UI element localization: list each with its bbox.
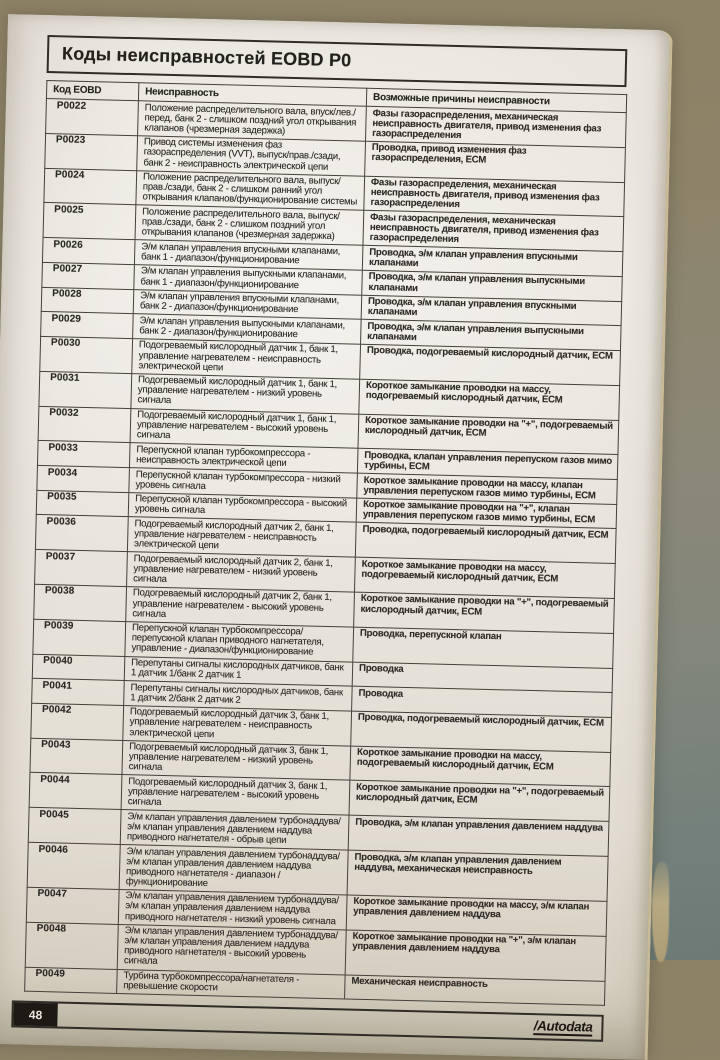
fault-description-cell: Э/м клапан управления впускными клапанами, банк 1 - диапазон/функционирование [134,240,363,270]
possible-causes-cell: Проводка, э/м клапан управления выпускными клапанами [362,270,623,301]
fault-description-cell: Перепускной клапан турбокомпрессора - неисправность электрической цепи [129,443,358,473]
fault-description-cell: Э/м клапан управления выпускными клапанами, банк 1 - диапазон/функционирование [134,265,363,295]
fault-code-cell: P0041 [32,678,125,705]
possible-causes-cell: Проводка, привод изменения фаз газораспределения, ECM [365,141,626,182]
possible-causes-cell: Короткое замыкание проводки на массу, э/м клапан управления давлением наддува [346,895,607,936]
footer-bar [11,1001,603,1042]
fault-code-cell: P0049 [25,967,118,994]
fault-description-cell: Положение распределительного вала, выпуск/прав./сзади, банк 2 - слишком поздний угол открывания клапанов (чрезмерная задержка) [135,205,364,245]
fault-code-cell: P0027 [42,262,135,289]
fault-table-body [25,99,627,1006]
possible-causes-cell: Проводка, подогреваемый кислородный датчик, ECM [360,344,621,385]
possible-causes-cell: Механическая неисправность [345,975,606,1006]
possible-causes-cell: Проводка [352,686,613,717]
torn-paper-edge [652,862,670,962]
fault-code-cell: P0046 [27,842,120,889]
page-title: Коды неисправностей EOBD P0 [47,35,628,87]
possible-causes-cell: Короткое замыкание проводки на массу, подогреваемый кислородный датчик, ECM [359,379,620,420]
fault-description-cell: Э/м клапан управления выпускными клапанами, банк 2 - диапазон/функционирование [133,314,362,344]
fault-code-cell: P0038 [34,584,127,621]
fault-description-cell: Э/м клапан управления давлением турбонаддува/э/м клапан управления давлением наддува приводного нагнетателя - диапазон / функционирование [119,844,348,894]
page-content [0,14,628,1042]
fault-description-cell: Подогреваемый кислородный датчик 2, банк 1, управление нагревателем - высокий уровень сигнала [126,587,355,627]
fault-description-cell: Подогреваемый кислородный датчик 3, банк 1, управление нагревателем - неисправность электрической цепи [123,705,352,745]
possible-causes-cell: Короткое замыкание проводки на массу, подогреваемый кислородный датчик, ECM [350,746,611,787]
fault-description-cell: Положение распределительного вала, впуск/лев./перед, банк 2 - слишком поздний угол открывания клапанов (чрезмерная задержка) [138,101,367,141]
fault-code-cell: P0023 [45,133,138,170]
fault-code-cell: P0031 [39,371,132,408]
fault-description-cell: Э/м клапан управления давлением турбонаддува/ э/м клапан управления давлением наддува приводного нагнетателя - высокий уровень сигнала [117,924,346,974]
fault-description-cell: Подогреваемый кислородный датчик 3, банк 1, управление нагревателем - низкий уровень сигнала [122,740,351,780]
possible-causes-cell: Проводка, подогреваемый кислородный датчик, ECM [351,711,612,752]
possible-causes-cell: Проводка, перепускной клапан [353,627,614,668]
fault-description-cell: Перепутаны сигналы кислородных датчиков, банк 1 датчик 1/банк 2 датчик 1 [124,656,353,686]
possible-causes-cell: Короткое замыкание проводки на "+", э/м клапан управления давлением наддува [345,930,606,981]
column-header-fault: Неисправность [138,83,366,107]
fault-code-cell: P0032 [38,406,131,443]
fault-description-cell: Подогреваемый кислородный датчик 1, банк 1, управление нагревателем - неисправность электрической цепи [132,339,361,379]
fault-code-cell: P0037 [35,549,128,586]
possible-causes-cell: Проводка, э/м клапан управления выпускными клапанами [361,320,622,351]
fault-code-cell: P0044 [29,773,122,810]
fault-code-cell: P0030 [40,336,133,373]
fault-description-cell: Подогреваемый кислородный датчик 2, банк 1, управление нагревателем - неисправность электрической цепи [127,517,356,557]
fault-description-cell: Подогреваемый кислородный датчик 1, банк 1, управление нагревателем - низкий уровень сигнала [131,373,360,413]
fault-description-cell: Э/м клапан управления впускными клапанами, банк 2 - диапазон/функционирование [133,289,362,319]
possible-causes-cell: Проводка, э/м клапан управления давлением наддува [348,815,609,856]
fault-code-cell: P0024 [44,168,137,205]
fault-code-cell: P0025 [43,203,136,240]
possible-causes-cell: Короткое замыкание проводки на "+", подогреваемый кислородный датчик, ECM [354,592,615,633]
possible-causes-cell: Фазы газораспределения, механическая неисправность двигателя, привод изменения фаз газораспределения [366,106,627,147]
fault-description-cell: Турбина турбокомпрессора/нагнетателя - превышение скорости [117,969,346,999]
fault-description-cell: Перепускной клапан турбокомпрессора - высокий уровень сигнала [128,492,357,522]
fault-code-cell: P0035 [36,490,129,517]
fault-code-cell: P0042 [31,703,124,740]
fault-code-table [24,80,627,1006]
fault-code-cell: P0028 [41,287,134,314]
possible-causes-cell: Проводка, э/м клапан управления давлением наддува, механическая неисправность [347,850,608,901]
fault-code-cell: P0043 [30,738,123,775]
manual-page [0,14,673,1060]
possible-causes-cell: Короткое замыкание проводки на массу, подогреваемый кислородный датчик, ECM [354,557,615,598]
fault-code-cell: P0022 [46,99,139,136]
fault-description-cell: Подогреваемый кислородный датчик 3, банк 1, управление нагревателем - высокий уровень сигнала [121,775,350,815]
possible-causes-cell: Короткое замыкание проводки на "+", подогреваемый кислородный датчик, ECM [358,414,619,455]
fault-description-cell: Перепускной клапан турбокомпрессора - низкий уровень сигнала [129,468,358,498]
fault-code-cell: P0039 [33,619,126,656]
fault-description-cell: Подогреваемый кислородный датчик 2, банк 1, управление нагревателем - низкий уровень сигнала [127,552,356,592]
fault-code-cell: P0034 [37,465,130,492]
fault-description-cell: Подогреваемый кислородный датчик 1, банк 1, управление нагревателем - высокий уровень сигнала [130,408,359,448]
fault-description-cell: Перепускной клапан турбокомпрессора/перепускной клапан приводного нагнетателя, управление - диапазон/функционирование [125,621,354,661]
fault-code-cell: P0040 [32,654,125,681]
possible-causes-cell: Фазы газораспределения, механическая неисправность двигателя, привод изменения фаз газораспределения [363,211,624,252]
possible-causes-cell: Короткое замыкание проводки на "+", подогреваемый кислородный датчик, ECM [349,781,610,822]
fault-description-cell: Привод системы изменения фаз газораспределения (VVT), выпуск/прав./сзади, банк 2 - неисправность электрической цепи [137,136,366,176]
possible-causes-cell: Проводка, э/м клапан управления впускными клапанами [361,295,622,326]
possible-causes-cell: Короткое замыкание проводки на "+", клапан управления перепуском газов мимо турбины, ECM [356,498,617,529]
fault-description-cell: Э/м клапан управления давлением турбонаддува/э/м клапан управления давлением наддува приводного нагнетателя - обрыв цепи [120,810,349,850]
autodata-logo: /Autodata [533,1017,593,1035]
fault-description-cell: Э/м клапан управления давлением турбонаддува/ э/м клапан управления давлением наддува приводного нагнетателя - низкий уровень сигнала [118,889,347,929]
fault-code-cell: P0033 [37,441,130,468]
fault-code-cell: P0029 [41,312,134,339]
possible-causes-cell: Проводка, э/м клапан управления впускными клапанами [362,245,623,276]
possible-causes-cell: Проводка [352,662,613,693]
possible-causes-cell: Фазы газораспределения, механическая неисправность двигателя, привод изменения фаз газораспределения [364,176,625,217]
fault-description-cell: Перепутаны сигналы кислородных датчиков, банк 1 датчик 2/банк 2 датчик 2 [124,681,353,711]
fault-code-cell: P0045 [28,807,121,844]
page-number: 48 [13,1003,58,1027]
fault-code-cell: P0047 [26,887,119,924]
possible-causes-cell: Проводка, клапан управления перепуском газов мимо турбины, ECM [357,448,618,479]
fault-code-cell: P0048 [25,922,118,969]
fault-code-cell: P0026 [42,238,135,265]
column-header-causes: Возможные причины неисправности [366,88,626,112]
possible-causes-cell: Короткое замыкание проводки на массу, клапан управления перепуском газов мимо турбины, ECM [357,473,618,504]
fault-code-cell: P0036 [35,515,128,552]
possible-causes-cell: Проводка, подогреваемый кислородный датчик, ECM [355,523,616,564]
fault-description-cell: Положение распределительного вала, выпуск/прав./сзади, банк 2 - слишком ранний угол открывания клапанов/функционирование системы [136,170,365,210]
column-header-code: Код EOBD [46,80,138,100]
